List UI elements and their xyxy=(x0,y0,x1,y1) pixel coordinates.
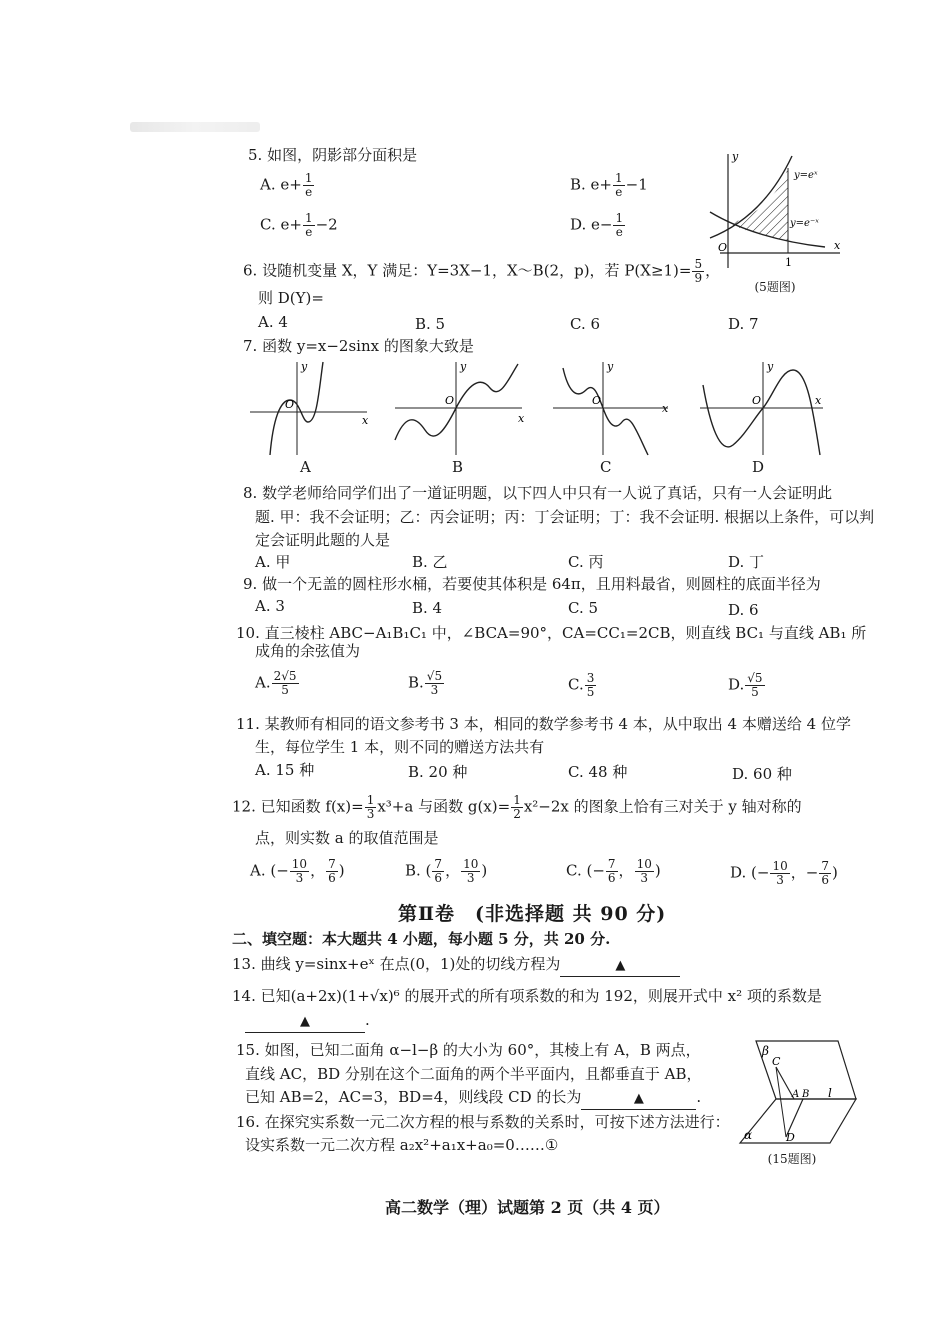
q11-option-a: A. 15 种 xyxy=(255,761,315,779)
q9-option-d: D. 6 xyxy=(728,601,759,619)
q5-option-b: B. e+ $\frac{1}{e}$ −1 xyxy=(570,171,648,199)
q12-option-d: D. (− $\frac{10}{3}$ ，− $\frac{7}{6}$ ) xyxy=(730,859,838,887)
graph-a-x: x xyxy=(362,414,369,427)
q8-option-d: D. 丁 xyxy=(728,553,765,571)
q9-option-c: C. 5 xyxy=(568,599,599,617)
question-8-line3: 定会证明此题的人是 xyxy=(255,531,391,549)
fig15-D: D xyxy=(786,1131,795,1144)
figure-5-graph xyxy=(700,148,850,288)
question-6-stem: 6. 设随机变量 X，Y 满足：Y=3X−1，X～B(2，p)，若 P(X≥1)= $\frac{5}{9}$ ， xyxy=(243,257,721,285)
question-11-line2: 生，每位学生 1 本，则不同的赠送方法共有 xyxy=(255,738,545,756)
question-15-line3: 已知 AB=2，AC=3，BD=4，则线段 CD 的长为 ▲ . xyxy=(245,1087,701,1110)
question-10-line1: 10. 直三棱柱 ABC−A₁B₁C₁ 中，∠BCA=90°，CA=CC₁=2CB，则直线 BC₁ 与直线 AB₁ 所 xyxy=(236,624,867,642)
graph-a-origin: O xyxy=(285,398,295,411)
q6-option-a: A. 4 xyxy=(258,313,288,331)
q11-option-c: C. 48 种 xyxy=(568,763,628,781)
q5-option-d: D. e− $\frac{1}{e}$ xyxy=(570,211,624,239)
q7-label-a: A xyxy=(300,458,311,476)
q7-graph-b xyxy=(390,360,530,460)
question-10-line2: 成角的余弦值为 xyxy=(255,642,361,660)
graph-d-origin: O xyxy=(752,394,762,407)
question-8-line2: 题. 甲：我不会证明；乙：丙会证明；丙：丁会证明；丁：我不会证明. 根据以上条件，可以判 xyxy=(255,508,875,526)
question-5-stem: 5. 如图，阴影部分面积是 xyxy=(248,146,418,164)
graph-a-y: y xyxy=(301,360,308,373)
q10-option-a: A. $\frac{2√5}{5}$ xyxy=(255,669,297,697)
figure-15-caption: (15题图) xyxy=(767,1152,817,1166)
q7-graph-a xyxy=(245,360,375,460)
q12-option-c: C. (− $\frac{7}{6}$ ， $\frac{10}{3}$ ) xyxy=(566,857,661,885)
question-15-line2: 直线 AC，BD 分别在这个二面角的两个半平面内，且都垂直于 AB， xyxy=(245,1065,702,1083)
figure-5-caption: (5题图) xyxy=(754,280,796,294)
question-14-blank-line: ▲ . xyxy=(245,1010,370,1033)
q7-label-d: D xyxy=(752,458,765,476)
fig5-curve-ex: y=eˣ xyxy=(794,170,818,181)
question-12-line2: 点，则实数 a 的取值范围是 xyxy=(255,829,439,847)
fig15-A: A xyxy=(792,1089,800,1100)
graph-c-y: y xyxy=(607,360,614,373)
q14-answer-blank: ▲ xyxy=(245,1012,365,1033)
scan-smudge xyxy=(130,122,260,132)
graph-c-x: x xyxy=(662,402,669,415)
q7-graph-c xyxy=(548,360,673,460)
fig5-curve-e-neg-x: y=e⁻ˣ xyxy=(790,218,819,229)
fig5-origin: O xyxy=(718,241,728,254)
fig15-B: B xyxy=(802,1089,810,1100)
fig5-one: 1 xyxy=(785,256,792,269)
fig5-y-label: y xyxy=(732,150,739,163)
question-16-line2: 设实系数一元二次方程 a₂x²+a₁x+a₀=0……① xyxy=(245,1136,559,1154)
graph-b-x: x xyxy=(518,412,525,425)
graph-d-y: y xyxy=(767,360,774,373)
fig5-x-label: x xyxy=(834,239,841,252)
question-6-line2: 则 D(Y)= xyxy=(258,289,324,307)
question-16-line1: 16. 在探究实系数一元二次方程的根与系数的关系时，可按下述方法进行： xyxy=(236,1113,730,1131)
q12-option-b: B. ( $\frac{7}{6}$ ， $\frac{10}{3}$ ) xyxy=(405,857,488,885)
q10-option-c: C. $\frac{3}{5}$ xyxy=(568,671,595,699)
graph-d-x: x xyxy=(815,394,822,407)
q10-option-b: B. $\frac{√5}{3}$ xyxy=(408,669,443,697)
graph-b-origin: O xyxy=(445,394,455,407)
fig15-beta: β xyxy=(762,1044,769,1058)
q9-option-a: A. 3 xyxy=(255,597,285,615)
q8-option-c: C. 丙 xyxy=(568,553,604,571)
page-footer: 高二数学（理）试题第 2 页（共 4 页） xyxy=(385,1198,670,1217)
question-14: 14. 已知(a+2x)(1+√x)⁶ 的展开式的所有项系数的和为 192，则展开式中 x² 项的系数是 xyxy=(232,987,822,1005)
q7-label-b: B xyxy=(452,458,464,476)
q15-answer-blank: ▲ xyxy=(581,1089,696,1110)
q6-option-d: D. 7 xyxy=(728,315,759,333)
q5-option-a: A. e+ $\frac{1}{e}$ xyxy=(260,171,313,199)
graph-b-y: y xyxy=(460,360,467,373)
q7-graph-d xyxy=(695,360,830,460)
q8-option-a: A. 甲 xyxy=(255,553,291,571)
question-8-line1: 8. 数学老师给同学们出了一道证明题，以下四人中只有一人说了真话，只有一人会证明此 xyxy=(243,484,833,502)
fig15-l: l xyxy=(828,1086,832,1100)
fill-in-header: 二、填空题：本大题共 4 小题，每小题 5 分，共 20 分. xyxy=(232,930,611,948)
q8-option-b: B. 乙 xyxy=(412,553,448,571)
q11-option-d: D. 60 种 xyxy=(732,765,792,783)
q10-option-d: D. $\frac{√5}{5}$ xyxy=(728,671,763,699)
q6-option-b: B. 5 xyxy=(415,315,446,333)
q7-label-c: C xyxy=(600,458,612,476)
figure-15-dihedral xyxy=(728,1035,863,1150)
graph-c-origin: O xyxy=(592,394,602,407)
q9-option-b: B. 4 xyxy=(412,599,443,617)
q12-option-a: A. (− $\frac{10}{3}$ ， $\frac{7}{6}$ ) xyxy=(250,857,345,885)
q6-option-c: C. 6 xyxy=(570,315,601,333)
question-15-line1: 15. 如图，已知二面角 α−l−β 的大小为 60°，其棱上有 A，B 两点， xyxy=(236,1041,701,1059)
q13-answer-blank: ▲ xyxy=(560,956,680,977)
fig15-alpha: α xyxy=(744,1128,753,1142)
question-7-stem: 7. 函数 y=x−2sinx 的图象大致是 xyxy=(243,337,474,355)
q5-option-c: C. e+ $\frac{1}{e}$ −2 xyxy=(260,211,338,239)
fig15-C: C xyxy=(772,1055,781,1068)
section-2-title: 第Ⅱ卷 (非选择题 共 90 分) xyxy=(398,903,667,925)
question-9-stem: 9. 做一个无盖的圆柱形水桶，若要使其体积是 64π，且用料最省，则圆柱的底面半径为 xyxy=(243,575,821,593)
q11-option-b: B. 20 种 xyxy=(408,763,468,781)
question-13: 13. 曲线 y=sinx+eˣ 在点(0，1)处的切线方程为 ▲ xyxy=(232,954,680,977)
question-11-line1: 11. 某教师有相同的语文参考书 3 本，相同的数学参考书 4 本，从中取出 4 本赠送给 4 位学 xyxy=(236,715,851,733)
question-12-line1: 12. 已知函数 f(x)= $\frac{1}{3}$ x³+a 与函数 g(x)= $\frac{1}{2}$ x²−2x 的图象上恰有三对关于 y 轴对称的 xyxy=(232,793,802,821)
